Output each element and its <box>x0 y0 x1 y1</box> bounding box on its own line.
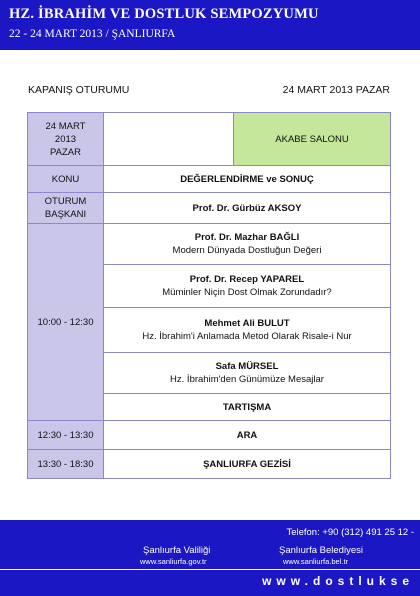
footer-divider <box>0 569 420 570</box>
trip-time: 13:30 - 18:30 <box>28 450 104 479</box>
date-line: 24 MART <box>45 120 86 132</box>
break-label: ARA <box>104 421 391 450</box>
session-date: 24 MART 2013 PAZAR <box>282 84 390 96</box>
table-row <box>28 166 391 193</box>
date-line: PAZAR <box>50 146 81 158</box>
talk-cell <box>104 308 391 353</box>
symposium-website[interactable]: www.dostlukse <box>262 574 414 588</box>
org-governorship-name: Şanlıurfa Valiliği <box>143 545 211 556</box>
talk-speaker: Mehmet Ali BULUT <box>204 318 290 329</box>
discussion-cell: TARTIŞMA <box>104 394 391 421</box>
salon-cell: AKABE SALONU <box>234 113 391 166</box>
table-row <box>28 450 391 479</box>
date-line: 2013 <box>54 133 77 145</box>
program-table <box>27 112 391 479</box>
table-row <box>28 224 391 265</box>
talk-speaker: Prof. Dr. Recep YAPAREL <box>189 274 305 285</box>
talk-cell <box>104 265 391 308</box>
footer-banner <box>0 520 420 596</box>
talk-title: Hz. İbrahim'den Günümüze Mesajlar <box>170 374 324 385</box>
blank-cell <box>104 113 234 166</box>
break-time: 12:30 - 13:30 <box>28 421 104 450</box>
trip-label: ŞANLIURFA GEZİSİ <box>104 450 391 479</box>
org-governorship-url[interactable]: www.sanliurfa.gov.tr <box>140 557 207 566</box>
header-banner <box>0 0 420 50</box>
symposium-title: HZ. İBRAHİM VE DOSTLUK SEMPOZYUMU <box>9 6 319 22</box>
konu-value: DEĞERLENDİRME ve SONUÇ <box>104 166 391 193</box>
symposium-dates: 22 - 24 MART 2013 / ŞANLIURFA <box>9 28 176 40</box>
talk-title: Müminler Niçin Dost Olmak Zorundadır? <box>162 287 332 298</box>
talk-title: Modern Dünyada Dostluğun Değeri <box>172 245 322 256</box>
chair-label-line: OTURUM <box>44 196 87 207</box>
talk-title: Hz. İbrahim'i Anlamada Metod Olarak Risale-i Nur <box>142 331 352 342</box>
chair-label <box>28 193 104 224</box>
contact-phone: Telefon: +90 (312) 491 25 12 - <box>286 527 414 538</box>
table-row <box>28 113 391 166</box>
date-cell <box>28 113 104 166</box>
org-municipality-name: Şanlıurfa Belediyesi <box>279 545 363 556</box>
table-row <box>28 421 391 450</box>
talk-cell <box>104 353 391 394</box>
chair-value: Prof. Dr. Gürbüz AKSOY <box>104 193 391 224</box>
table-row <box>28 193 391 224</box>
session-time-cell: 10:00 - 12:30 <box>28 224 104 421</box>
chair-label-line: BAŞKANI <box>44 209 87 220</box>
talk-speaker: Safa MÜRSEL <box>215 361 279 372</box>
talk-speaker: Prof. Dr. Mazhar BAĞLI <box>194 232 300 243</box>
session-name: KAPANIŞ OTURUMU <box>28 84 130 96</box>
talk-cell <box>104 224 391 265</box>
org-municipality-url[interactable]: www.sanliurfa.bel.tr <box>283 557 349 566</box>
konu-label: KONU <box>28 166 104 193</box>
